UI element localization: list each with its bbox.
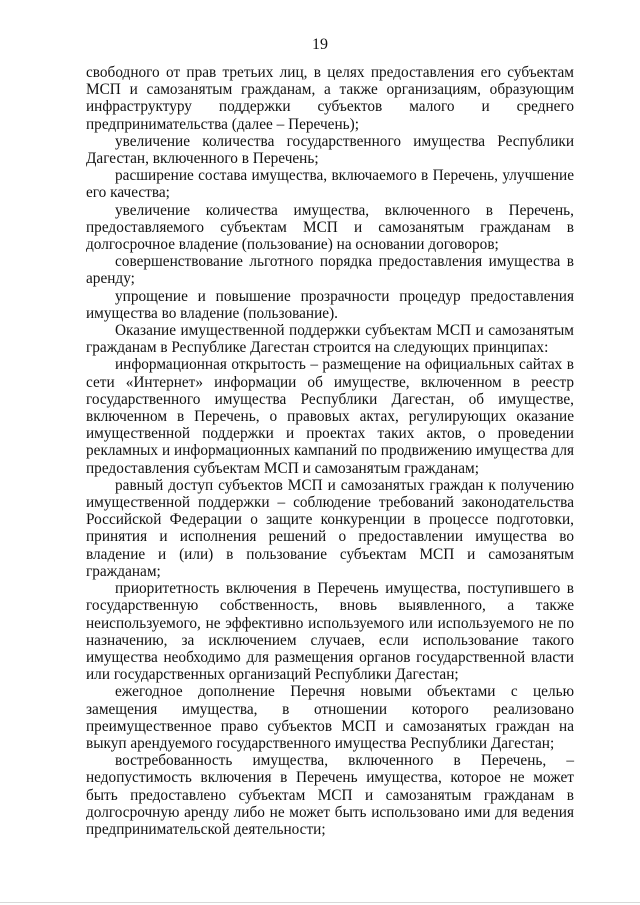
paragraph: приоритетность включения в Перечень имущества, поступившего в государственную собственность, вновь выявленного, а также неиспользуемого, не эффективно используемого или используемого не по назначению, за исключением случаев, если использование такого имущества необходимо для размещения органов государственной власти или государственных организаций Республики Дагестан; [86, 580, 574, 684]
paragraph: Оказание имущественной поддержки субъектам МСП и самозанятым гражданам в Республике Дагестан строится на следующих принципах: [86, 322, 574, 357]
scan-edge-divider [0, 902, 640, 903]
page-number: 19 [312, 36, 328, 53]
paragraph: равный доступ субъектов МСП и самозанятых граждан к получению имущественной поддержки – соблюдение требований законодательства Российской Федерации о защите конкуренции в процессе подготовки, принятия и исполнения решений о предоставлении имущества во владение и (или) в пользование субъектам МСП и самозанятым гражданам; [86, 476, 574, 580]
paragraph: увеличение количества имущества, включенного в Перечень, предоставляемого субъектам МСП и самозанятым гражданам в долгосрочное владение (пользование) на основании договоров; [86, 201, 574, 254]
paragraph: совершенствование льготного порядка предоставления имущества в аренду; [86, 253, 574, 288]
paragraph: востребованность имущества, включенного в Перечень, – недопустимость включения в Перечень имущества, которое не может быть предоставлено субъектам МСП и самозанятым гражданам в долгосрочную аренду либо не может быть использовано ими для ведения предпринимательской деятельности; [86, 752, 574, 838]
document-body [86, 64, 574, 838]
paragraph: свободного от прав третьих лиц, в целях предоставления его субъектам МСП и самозанятым гражданам, а также организациям, образующим инфраструктуру поддержки субъектов малого и среднего предпринимательства (далее – Перечень); [86, 64, 574, 133]
paragraph: упрощение и повышение прозрачности процедур предоставления имущества во владение (пользование). [86, 287, 574, 322]
paragraph: ежегодное дополнение Перечня новыми объектами с целью замещения имущества, в отношении которого реализовано преимущественное право субъектов МСП и самозанятых граждан на выкуп арендуемого государственного имущества Республики Дагестан; [86, 683, 574, 752]
paragraph: расширение состава имущества, включаемого в Перечень, улучшение его качества; [86, 167, 574, 202]
paragraph: увеличение количества государственного имущества Республики Дагестан, включенного в Перечень; [86, 132, 574, 168]
paragraph: информационная открытость – размещение на официальных сайтах в сети «Интернет» информации об имуществе, включенном в реестр государственного имущества Республики Дагестан, об имуществе, включенном в Перечень, о правовых актах, регулирующих оказание имущественной поддержки и проектах таких актов, о проведении рекламных и информационных кампаний по продвижению имущества для предоставления субъектам МСП и самозанятым гражданам; [86, 356, 574, 477]
